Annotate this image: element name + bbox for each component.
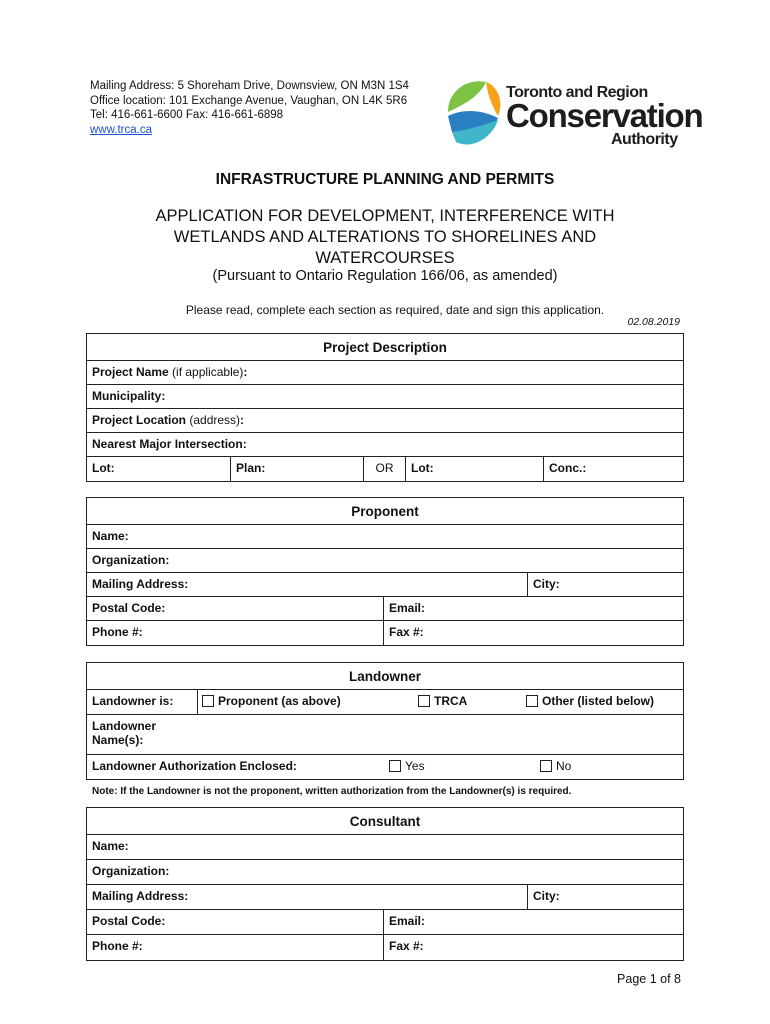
landowner-is-label: Landowner is: — [92, 694, 174, 708]
landowner-names-label-2: Name(s): — [92, 733, 144, 747]
consultant-city-field[interactable]: City: — [527, 885, 685, 909]
project-name-note: (if applicable) — [168, 365, 244, 379]
mailing-address-text: Mailing Address: 5 Shoreham Drive, Downsview, ON M3N 1S4 — [90, 80, 409, 92]
landowner-auth-label: Landowner Authorization Enclosed: — [92, 759, 297, 773]
auth-no-option[interactable] — [535, 755, 685, 779]
other-checkbox[interactable] — [526, 695, 538, 707]
proponent-organization-field[interactable]: Organization: — [92, 553, 170, 567]
or-label: OR — [363, 457, 405, 481]
project-name-label: Project Name — [92, 365, 169, 379]
proponent-mailing-row — [87, 573, 683, 597]
lot-field[interactable]: Lot: — [92, 461, 115, 475]
lot2-field[interactable]: Lot: — [405, 457, 543, 481]
section-heading: Consultant — [87, 808, 683, 835]
intersection-row[interactable] — [87, 433, 683, 457]
project-name-field[interactable] — [87, 361, 683, 384]
consultant-postal-field[interactable]: Postal Code: — [92, 914, 166, 928]
proponent-organization-row[interactable] — [87, 549, 683, 573]
landowner-names-field[interactable] — [87, 715, 683, 754]
office-location-text: Office location: 101 Exchange Avenue, Vaughan, ON L4K 5R6 — [90, 94, 408, 107]
landowner-names-row[interactable] — [87, 715, 683, 755]
plan-field[interactable]: Plan: — [230, 457, 363, 481]
application-title: APPLICATION FOR DEVELOPMENT, INTERFERENCE WITH WETLANDS AND ALTERATIONS TO SHORELINES AND WATERCOURSES — [155, 207, 615, 267]
auth-no-label: No — [556, 759, 572, 773]
yes-checkbox[interactable] — [389, 760, 401, 772]
option-proponent-label: Proponent (as above) — [218, 694, 341, 708]
municipality-field[interactable]: Municipality: — [92, 389, 166, 403]
proponent-checkbox[interactable] — [202, 695, 214, 707]
logo-line-2: Conservation — [506, 97, 703, 134]
proponent-name-field[interactable]: Name: — [92, 529, 129, 543]
consultant-email-field[interactable]: Email: — [383, 910, 685, 934]
logo-line-1: Toronto and Region — [506, 84, 648, 101]
logo-line-3: Authority — [611, 131, 678, 148]
consultant-organization-row[interactable] — [87, 860, 683, 885]
proponent-email-field[interactable]: Email: — [383, 597, 685, 620]
auth-yes-label: Yes — [405, 759, 425, 773]
section-heading: Proponent — [87, 498, 683, 525]
consultant-postal-row — [87, 910, 683, 935]
project-location-row[interactable] — [87, 409, 683, 433]
landowner-auth-row — [87, 755, 683, 779]
proponent-section — [86, 497, 684, 646]
proponent-city-field[interactable]: City: — [527, 573, 685, 596]
consultant-section — [86, 807, 684, 961]
landowner-is-row — [87, 690, 683, 715]
consultant-mailing-row — [87, 885, 683, 910]
option-other-label: Other (listed below) — [542, 694, 655, 708]
option-trca-label: TRCA — [434, 694, 468, 708]
consultant-name-field[interactable]: Name: — [92, 839, 129, 853]
project-location-colon: : — [240, 413, 245, 427]
regulation-subtitle: (Pursuant to Ontario Regulation 166/06, as amended) — [212, 268, 558, 284]
landowner-section — [86, 662, 684, 780]
section-heading: Project Description — [87, 334, 683, 361]
consultant-phone-row — [87, 935, 683, 960]
header-address — [90, 79, 409, 137]
no-checkbox[interactable] — [540, 760, 552, 772]
landowner-names-label-1: Landowner — [92, 719, 157, 733]
trca-checkbox[interactable] — [418, 695, 430, 707]
project-location-field[interactable] — [87, 409, 683, 432]
website-link[interactable]: www.trca.ca — [90, 123, 152, 136]
lot-plan-row — [87, 457, 683, 481]
conc-field[interactable]: Conc.: — [543, 457, 685, 481]
page-title: INFRASTRUCTURE PLANNING AND PERMITS — [215, 171, 555, 188]
form-date: 02.08.2019 — [627, 316, 680, 328]
intersection-field[interactable]: Nearest Major Intersection: — [92, 437, 247, 451]
proponent-fax-field[interactable]: Fax #: — [383, 621, 685, 645]
consultant-fax-field[interactable]: Fax #: — [383, 935, 685, 960]
project-location-label: Project Location — [92, 413, 187, 427]
proponent-mailing-field[interactable]: Mailing Address: — [92, 577, 189, 591]
section-heading: Landowner — [87, 663, 683, 690]
project-location-note: (address) — [186, 413, 241, 427]
consultant-name-row[interactable] — [87, 835, 683, 860]
proponent-postal-field[interactable]: Postal Code: — [92, 601, 166, 615]
page-number: Page 1 of 8 — [617, 972, 681, 986]
option-trca[interactable] — [413, 690, 523, 714]
option-proponent[interactable] — [197, 690, 385, 714]
consultant-mailing-field[interactable]: Mailing Address: — [92, 889, 189, 903]
auth-yes-option[interactable] — [383, 755, 523, 779]
consultant-phone-field[interactable]: Phone #: — [92, 939, 143, 953]
proponent-postal-row — [87, 597, 683, 621]
instructions-text: Please read, complete each section as required, date and sign this application. — [185, 303, 605, 317]
consultant-organization-field[interactable]: Organization: — [92, 864, 170, 878]
municipality-row[interactable] — [87, 385, 683, 409]
option-other[interactable] — [521, 690, 685, 714]
proponent-phone-row — [87, 621, 683, 645]
tel-fax-text: Tel: 416-661-6600 Fax: 416-661-6898 — [90, 109, 284, 122]
project-name-colon: : — [243, 365, 248, 379]
landowner-note: Note: If the Landowner is not the proponent, written authorization from the Landowner(s) is required. — [92, 786, 572, 797]
project-name-row[interactable] — [87, 361, 683, 385]
proponent-phone-field[interactable]: Phone #: — [92, 625, 143, 639]
proponent-name-row[interactable] — [87, 525, 683, 549]
project-description-section — [86, 333, 684, 482]
